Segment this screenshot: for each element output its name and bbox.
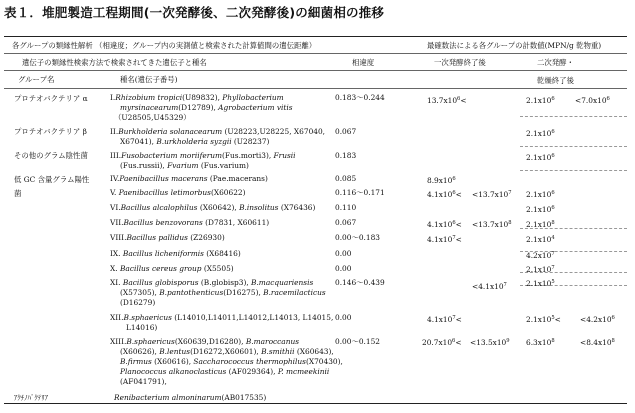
species-row-1-line2: myrsinacearum(D12789), Agrobacterium vitis (120, 103, 293, 112)
secondary-count-row-2: $2.1x10^6$ (526, 129, 555, 138)
primary-count-2-row-13: $<13.5x10^9$ (470, 338, 510, 347)
group-gram-negative: その他のグラム陰性菌 (14, 151, 88, 160)
species-row-11-line3: (D16279) (120, 298, 156, 307)
species-row-4: IV.Paenibacillus macerans (Pae.macerans) (110, 174, 268, 183)
primary-count-row-8: $4.1x10^7<$ (427, 235, 462, 244)
dissimilarity-row-12: 0.00 (335, 313, 352, 322)
species-row-9: IX. Bacillus licheniformis (X68416) (110, 249, 241, 258)
species-row-3-line2: (Fus.russii), Fvarium (Fus.varium) (120, 161, 249, 170)
dissimilarity-row-5: 0.116～0.171 (335, 188, 385, 197)
header-dissimilarity: 相違度 (352, 58, 375, 67)
group-low-gc-1: 低 GC 含量グラム陽性 (14, 175, 90, 184)
table-title: 表１．堆肥製造工程期間(一次発酵後、二次発酵後)の細菌相の推移 (4, 5, 385, 20)
primary-count-row-7: $4.1x10^6<$ (427, 220, 462, 229)
secondary-count-row-1: $2.1x10^6$ (526, 96, 555, 105)
species-row-6: VI.Bacillus alcalophilus (X60642), B.insolitus (X76436) (110, 203, 316, 212)
dissimilarity-row-6: 0.110 (335, 203, 357, 212)
secondary-count-row-7: $2.1x10^8$ (526, 220, 555, 229)
species-row-3: III.Fusobacterium moriiferum(Fus.morti3), Frusii (110, 151, 296, 160)
species-row-13-line4: Planococcus alkanoclasticus (AF029364), P. mcmeekinii (120, 367, 330, 376)
species-row-11-line2: (X57305), B.pantothenticus(D16275), B.racemilacticus (120, 288, 326, 297)
dissimilarity-row-8: 0.00～0.183 (335, 233, 381, 242)
species-row-11: XI. Bacillus globisporus (B.globisp3), B.macquariensis (110, 278, 314, 287)
secondary-count-row-9: $4.2x10^7$ (526, 251, 555, 260)
species-row-13-line5: (AF041791), (120, 377, 167, 386)
header-species-name: 種名(遺伝子番号) (120, 75, 178, 84)
rule-right-sep (520, 116, 627, 117)
species-row-12-line2: L14016) (126, 323, 158, 332)
header-group-name: グループ名 (18, 75, 55, 84)
species-row-2-line2: X67041), B.urkholderia syzgii (U28237) (120, 137, 270, 146)
dissimilarity-row-11: 0.146～0.439 (335, 278, 385, 287)
rule-bottom (4, 403, 627, 404)
primary-count-2-row-7: $<13.7x10^8$ (472, 220, 512, 229)
species-row-7: VII.Bacillus benzovorans (D7831, X60611) (110, 218, 270, 227)
dissimilarity-row-1: 0.183～0.244 (335, 93, 385, 102)
dissimilarity-row-2: 0.067 (335, 127, 357, 136)
primary-count-row-13: $20.7x10^6<$ (422, 338, 462, 347)
primary-count-row-12: $4.1x10^7<$ (427, 315, 462, 324)
species-row-14: Renibacterium almoninarum(AB017535) (114, 393, 267, 402)
species-row-12: XII.B.sphaericus (L14010,L14011,L14012,L14013, L14015, (110, 313, 334, 322)
species-row-13-line2: (X60626), B.lentus(D16272,X60601), B.smithii (X60643), (120, 347, 334, 356)
header-related-genes: 遺伝子の類縁性検索方法で検索されてきた遺伝子と種名 (22, 58, 207, 67)
group-actino: ｱｸﾁﾉﾊﾞｸﾃﾘｱ (14, 394, 48, 402)
primary-count-row-1: $13.7x10^6<$ (427, 96, 467, 105)
secondary-count-row-13: $6.3x10^8$ (526, 338, 555, 347)
rule-right-sep (520, 170, 627, 171)
secondary-count-row-3: $2.1x10^6$ (526, 153, 555, 162)
header-analysis-group: 各グループの類縁性解析 （相違度；グループ内の実測値と検索された計算値間の遺伝距離） (12, 41, 317, 50)
species-row-10: X. Bacillus cereus group (X5505) (110, 264, 234, 273)
rule-right-sep (520, 146, 627, 147)
secondary-count-row-6: $2.1x10^6$ (526, 205, 555, 214)
species-row-5: V. Paenibacillus letimorbus(X60622) (110, 188, 246, 197)
species-row-1-line3: （U28505,U45329） (114, 113, 191, 122)
secondary-count-2-row-12: $<4.2x10^6$ (580, 315, 615, 324)
dissimilarity-row-4: 0.085 (335, 174, 357, 183)
secondary-count-2-row-1: $<7.0x10^6$ (575, 96, 610, 105)
header-secondary-1: 二次発酵・ (537, 58, 574, 67)
primary-count-2-row-5: $<13.7x10^7$ (472, 190, 512, 199)
primary-count-2-row-11: $<4.1x10^7$ (472, 282, 507, 291)
group-low-gc-2: 菌 (14, 189, 22, 198)
species-row-13-line3: B.firmus (X60616), Saccharococcus thermophilus(X70430), (120, 357, 343, 366)
secondary-count-row-8: $2.1x10^4$ (526, 235, 555, 244)
secondary-count-2-row-13: $<8.4x10^8$ (580, 338, 615, 347)
secondary-count-row-10: $2.1x10^7$ (526, 265, 555, 274)
primary-count-row-4: $8.9x10^6$ (427, 176, 456, 185)
species-row-1: I.Rhizobium tropici(U89832), Phyllobacterium (110, 93, 284, 102)
dissimilarity-row-10: 0.00 (335, 264, 352, 273)
species-row-13: XIII.B.sphaericus(X60639,D16280), B.maroccanus (110, 337, 300, 346)
species-row-8: VIII.Bacillus pallidus (Z26930) (110, 233, 225, 242)
header-primary: 一次発酵終了後 (434, 58, 486, 67)
species-row-2: II.Burkholderia solanacearum (U28223,U28225, X67040, (110, 127, 326, 136)
dissimilarity-row-13: 0.00～0.152 (335, 337, 381, 346)
group-alpha: プロテオバクテリア α (14, 94, 88, 103)
group-beta: プロテオバクテリア β (14, 127, 87, 136)
header-secondary-2: 乾燥終了後 (537, 76, 574, 85)
rule-header-3 (4, 88, 627, 89)
rule-top (4, 36, 627, 37)
secondary-count-row-5: $2.1x10^6$ (526, 190, 555, 199)
dissimilarity-row-3: 0.183 (335, 151, 357, 160)
primary-count-row-5: $4.1x10^6<$ (427, 190, 462, 199)
rule-header-2 (4, 70, 627, 71)
header-count-group: 最確数法による各グループの計数値(MPN/g 乾物重) (427, 41, 602, 50)
rule-header-1 (4, 53, 627, 54)
dissimilarity-row-9: 0.00 (335, 249, 352, 258)
dissimilarity-row-7: 0.067 (335, 218, 357, 227)
secondary-count-row-12: $2.1x10^5<$ (526, 315, 561, 324)
secondary-count-row-11: $2.1x10^5$ (526, 279, 555, 288)
